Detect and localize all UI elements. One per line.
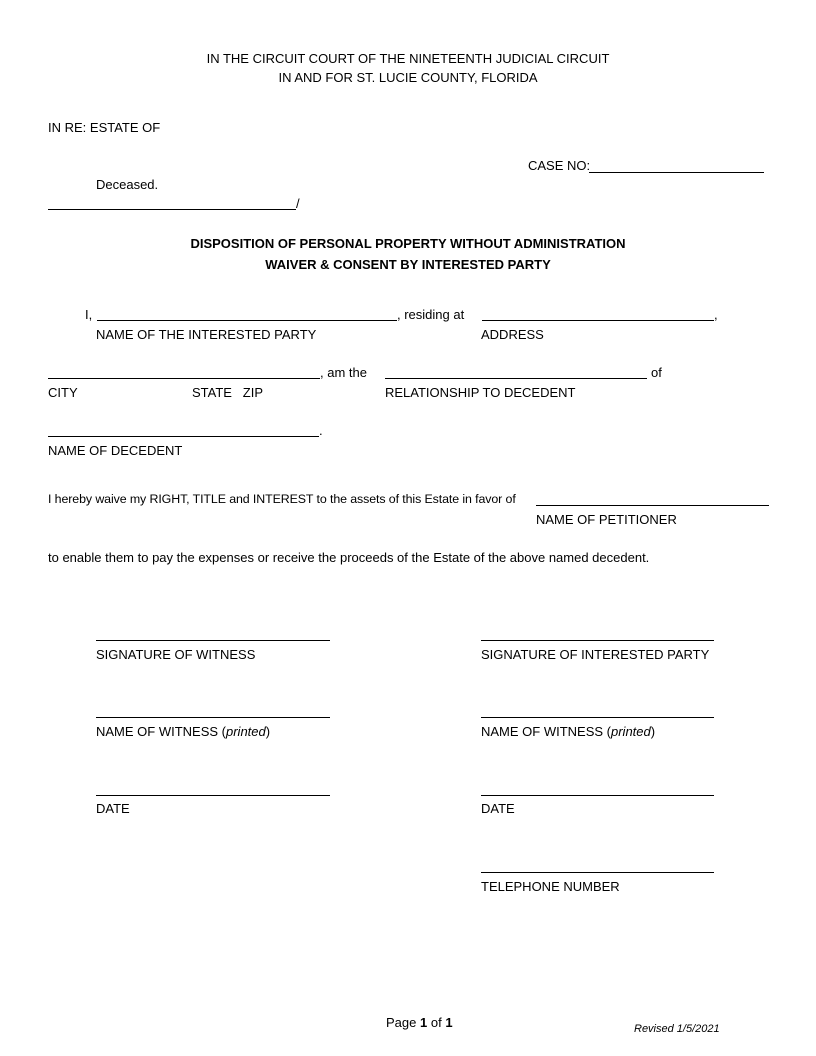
- form-title-line2: WAIVER & CONSENT BY INTERESTED PARTY: [265, 257, 551, 272]
- address-comma: ,: [714, 307, 718, 322]
- revised-date: Revised 1/5/2021: [634, 1023, 720, 1035]
- caption-slash: /: [296, 196, 300, 211]
- telephone-line[interactable]: [481, 872, 714, 873]
- relationship-line[interactable]: [385, 378, 647, 379]
- page-total: 1: [445, 1015, 453, 1030]
- printed-text: printed: [226, 724, 266, 739]
- page-indicator: [386, 1016, 453, 1029]
- close-paren: ): [265, 724, 271, 739]
- am-the-label: , am the: [320, 365, 367, 380]
- of-label: of: [651, 365, 662, 380]
- page-number: 1: [420, 1015, 428, 1030]
- relationship-caption: RELATIONSHIP TO DECEDENT: [385, 385, 576, 400]
- witness-printed-name-line-right[interactable]: [481, 717, 714, 718]
- court-heading-line1: IN THE CIRCUIT COURT OF THE NINETEENTH JUDICIAL CIRCUIT: [206, 51, 610, 66]
- form-title-line1: DISPOSITION OF PERSONAL PROPERTY WITHOUT ADMINISTRATION: [190, 236, 626, 251]
- enable-statement: to enable them to pay the expenses or receive the proceeds of the Estate of the above named decedent.: [48, 550, 650, 565]
- date-caption-right: DATE: [481, 801, 515, 816]
- name-of-petitioner-caption: NAME OF PETITIONER: [536, 512, 677, 527]
- address-line[interactable]: [482, 320, 714, 321]
- of-word: of: [430, 1015, 442, 1030]
- waiver-statement: I hereby waive my RIGHT, TITLE and INTEREST to the assets of this Estate in favor of: [48, 492, 516, 506]
- court-heading-line2: IN AND FOR ST. LUCIE COUNTY, FLORIDA: [278, 70, 538, 85]
- witness-signature-line[interactable]: [96, 640, 330, 641]
- name-interested-party-caption: NAME OF THE INTERESTED PARTY: [96, 327, 317, 342]
- address-caption: ADDRESS: [481, 327, 544, 342]
- printed-text: printed: [611, 724, 651, 739]
- petitioner-name-line[interactable]: [536, 505, 769, 506]
- name-of-decedent-caption: NAME OF DECEDENT: [48, 443, 183, 458]
- estate-name-line[interactable]: [48, 209, 296, 210]
- close-paren: ): [650, 724, 656, 739]
- case-no-line[interactable]: [589, 172, 764, 173]
- residing-at-label: , residing at: [397, 307, 465, 322]
- interested-party-date-line[interactable]: [481, 795, 714, 796]
- witness-date-line[interactable]: [96, 795, 330, 796]
- decedent-period: .: [319, 423, 323, 438]
- i-prefix: I,: [85, 307, 93, 322]
- city-caption: CITY: [48, 385, 78, 400]
- page-word: Page: [386, 1015, 417, 1030]
- date-caption-left: DATE: [96, 801, 130, 816]
- deceased-label: Deceased.: [96, 177, 159, 192]
- state-zip-caption: STATE ZIP: [192, 385, 264, 400]
- name-of-witness-text: NAME OF WITNESS (: [96, 724, 226, 739]
- case-no-label: CASE NO:: [528, 158, 591, 173]
- interested-party-name-line[interactable]: [97, 320, 397, 321]
- city-state-zip-line[interactable]: [48, 378, 320, 379]
- telephone-number-caption: TELEPHONE NUMBER: [481, 879, 620, 894]
- name-of-witness-caption-right: [481, 725, 655, 738]
- witness-printed-name-line-left[interactable]: [96, 717, 330, 718]
- interested-party-signature-line[interactable]: [481, 640, 714, 641]
- decedent-name-line[interactable]: [48, 436, 319, 437]
- in-re-label: IN RE: ESTATE OF: [48, 120, 161, 135]
- signature-of-witness-caption: SIGNATURE OF WITNESS: [96, 647, 256, 662]
- name-of-witness-text: NAME OF WITNESS (: [481, 724, 611, 739]
- signature-of-interested-party-caption: SIGNATURE OF INTERESTED PARTY: [481, 647, 710, 662]
- name-of-witness-caption-left: [96, 725, 270, 738]
